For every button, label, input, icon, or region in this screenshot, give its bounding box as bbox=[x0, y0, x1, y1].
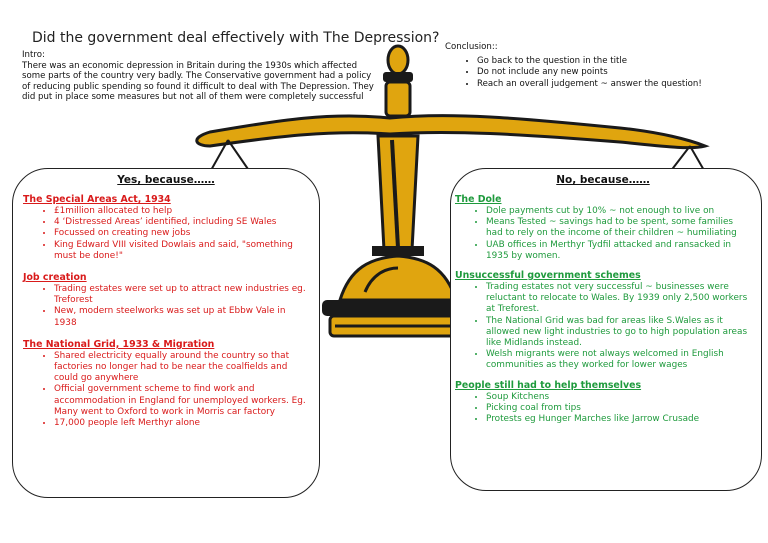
conclusion-list bbox=[445, 56, 765, 91]
scale-beam bbox=[197, 116, 705, 148]
list-item: • 4 ‘Distressed Areas’ identified, including SE Wales bbox=[54, 217, 309, 228]
no-section-the-dole bbox=[455, 194, 751, 262]
section-title: The Special Areas Act, 1934 bbox=[23, 194, 171, 205]
list-item: • 17,000 people left Merthyr alone bbox=[54, 418, 309, 429]
intro-section bbox=[22, 50, 382, 103]
list-item: • King Edward VIII visited Dowlais and said, "something must be done!" bbox=[54, 240, 309, 262]
list-item: • Official government scheme to find work and accommodation in England for unemployed workers. Eg. Many went to Oxford to work in Morris car factory bbox=[54, 384, 309, 418]
list-item: • The National Grid was bad for areas like S.Wales as it allowed new light industries to go to high population areas like Midlands instead. bbox=[486, 316, 751, 350]
list-item: • Welsh migrants were not always welcomed in English communities as they worked for lower wages bbox=[486, 349, 751, 371]
conclusion-point: • Reach an overall judgement ~ answer the question! bbox=[477, 79, 765, 91]
list-item: • Trading estates were set up to attract new industries eg. Treforest bbox=[54, 284, 309, 306]
scale-finial bbox=[388, 46, 408, 74]
intro-text: There was an economic depression in Britain during the 1930s which affected some parts of the country very badly. The Conservative government had a policy of reducing public spending so found it difficult to deal with The Depression. They did put in place some measures but not all of them were completely successful bbox=[22, 60, 374, 103]
list-item: • Means Tested ~ savings had to be spent, some families had to rely on the income of their children ~ humiliating bbox=[486, 217, 751, 239]
list-item: • Soup Kitchens bbox=[486, 392, 751, 403]
yes-box-heading: Yes, because…… bbox=[117, 174, 215, 186]
list-item: • UAB offices in Merthyr Tydfil attacked and ransacked in 1935 by women. bbox=[486, 240, 751, 262]
list-item: • New, modern steelworks was set up at Ebbw Vale in 1938 bbox=[54, 306, 309, 328]
section-title: Unsuccessful government schemes bbox=[455, 270, 641, 282]
list-item: • Trading estates not very successful ~ businesses were reluctant to relocate to Wales. By 1939 only 2,500 workers at Treforest. bbox=[486, 282, 751, 316]
no-section-unsuccessful-schemes bbox=[455, 270, 751, 372]
section-title: The Dole bbox=[455, 194, 502, 205]
intro-label: Intro: bbox=[22, 50, 45, 60]
list-item: • Focussed on creating new jobs bbox=[54, 228, 309, 239]
list-item: • Shared electricity equally around the country so that factories no longer had to be near the coalfields and could go anywhere bbox=[54, 351, 309, 385]
no-section-self-help bbox=[455, 380, 751, 426]
section-title: People still had to help themselves bbox=[455, 379, 642, 391]
conclusion-label: Conclusion:: bbox=[445, 42, 498, 52]
page-title: Did the government deal effectively with The Depression? bbox=[32, 30, 440, 46]
list-item: • Protests eg Hunger Marches like Jarrow Crusade bbox=[486, 414, 751, 425]
section-title: Job creation bbox=[23, 272, 87, 284]
yes-section-job-creation bbox=[23, 272, 309, 329]
scale-base bbox=[340, 256, 456, 300]
conclusion-point: • Do not include any new points bbox=[477, 67, 765, 79]
list-item: • Dole payments cut by 10% ~ not enough to live on bbox=[486, 206, 751, 217]
conclusion-point: • Go back to the question in the title bbox=[477, 56, 765, 68]
yes-because-box bbox=[12, 168, 320, 498]
no-because-box bbox=[450, 168, 762, 491]
list-item: • £1million allocated to help bbox=[54, 206, 309, 217]
yes-section-national-grid bbox=[23, 339, 309, 429]
yes-section-special-areas-act bbox=[23, 194, 309, 262]
conclusion-section bbox=[445, 42, 765, 90]
section-title: The National Grid, 1933 & Migration bbox=[23, 338, 215, 350]
list-item: • Picking coal from tips bbox=[486, 403, 751, 414]
no-box-heading: No, because…… bbox=[556, 174, 650, 186]
